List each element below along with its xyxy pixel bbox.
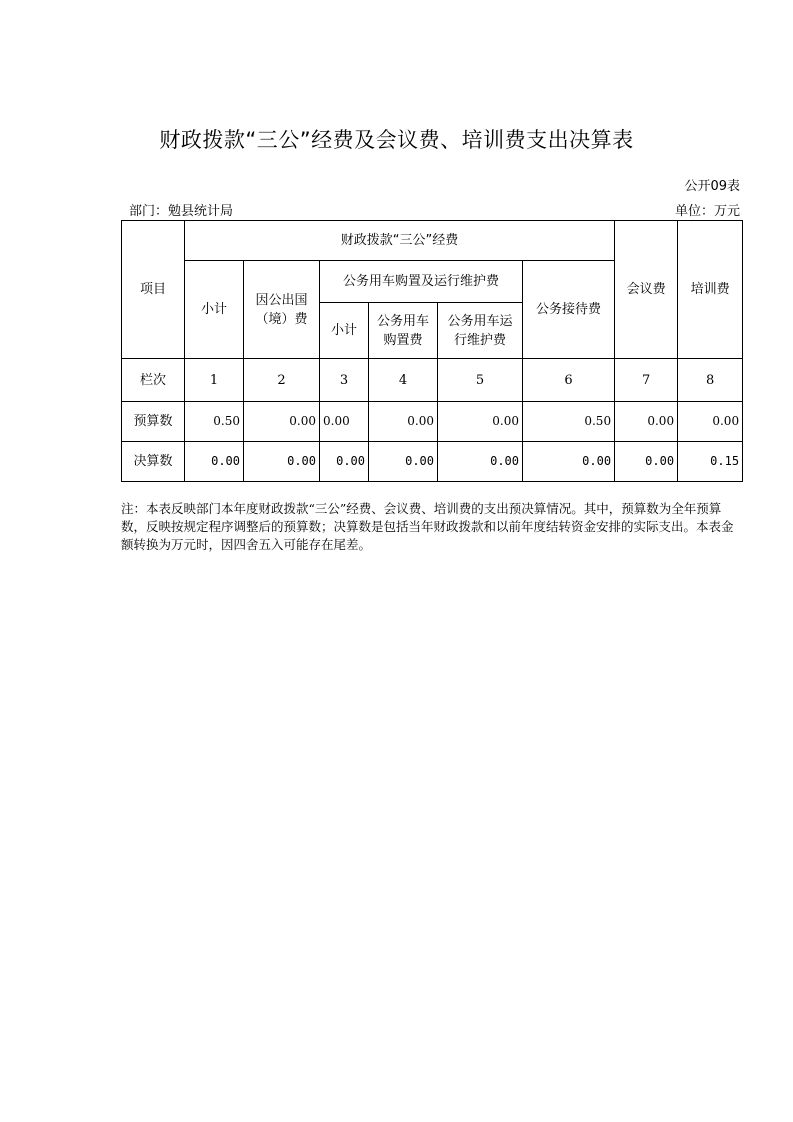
final-row-label: 决算数 — [122, 442, 185, 482]
budget-value: 0.00 — [678, 402, 743, 442]
header-meeting: 会议费 — [615, 221, 678, 359]
header-vehicle-maintenance: 公务用车运行维护费 — [438, 303, 523, 359]
final-value: 0.15 — [678, 442, 743, 482]
final-value: 0.00 — [369, 442, 438, 482]
header-reception: 公务接待费 — [523, 261, 615, 359]
expense-table — [121, 220, 743, 482]
column-index: 2 — [244, 359, 320, 402]
column-index-label: 栏次 — [122, 359, 185, 402]
budget-value: 0.50 — [523, 402, 615, 442]
budget-value: 0.00 — [615, 402, 678, 442]
column-index: 5 — [438, 359, 523, 402]
department-label: 部门：勉县统计局 — [129, 204, 234, 219]
budget-row-label: 预算数 — [122, 402, 185, 442]
form-code: 公开09表 — [684, 179, 740, 194]
unit-label: 单位：万元 — [674, 204, 740, 219]
header-vehicle: 公务用车购置及运行维护费 — [320, 261, 523, 303]
header-training: 培训费 — [678, 221, 743, 359]
final-value: 0.00 — [523, 442, 615, 482]
column-index: 8 — [678, 359, 743, 402]
budget-value: 0.50 — [185, 402, 244, 442]
header-subtotal: 小计 — [185, 261, 244, 359]
final-value: 0.00 — [438, 442, 523, 482]
header-vehicle-subtotal: 小计 — [320, 303, 369, 359]
column-index: 7 — [615, 359, 678, 402]
header-abroad: 因公出国（境）费 — [244, 261, 320, 359]
header-vehicle-purchase: 公务用车购置费 — [369, 303, 438, 359]
budget-value: 0.00 — [244, 402, 320, 442]
header-three-public: 财政拨款“三公”经费 — [185, 221, 615, 261]
column-index: 3 — [320, 359, 369, 402]
budget-value: 0.00 — [320, 402, 369, 442]
final-value: 0.00 — [244, 442, 320, 482]
final-value: 0.00 — [185, 442, 244, 482]
column-index: 4 — [369, 359, 438, 402]
column-index: 6 — [523, 359, 615, 402]
budget-value: 0.00 — [438, 402, 523, 442]
budget-value: 0.00 — [369, 402, 438, 442]
final-value: 0.00 — [615, 442, 678, 482]
report-title: 财政拨款“三公”经费及会议费、培训费支出决算表 — [159, 128, 634, 152]
final-value: 0.00 — [320, 442, 369, 482]
header-item: 项目 — [122, 221, 185, 359]
footnote: 注：本表反映部门本年度财政拨款“三公”经费、会议费、培训费的支出预决算情况。其中，预算数为全年预算数，反映按规定程序调整后的预算数；决算数是包括当年财政拨款和以前年度结转资金安排的实际支出。本表金额转换为万元时，因四舍五入可能存在尾差。 — [121, 501, 734, 552]
column-index: 1 — [185, 359, 244, 402]
